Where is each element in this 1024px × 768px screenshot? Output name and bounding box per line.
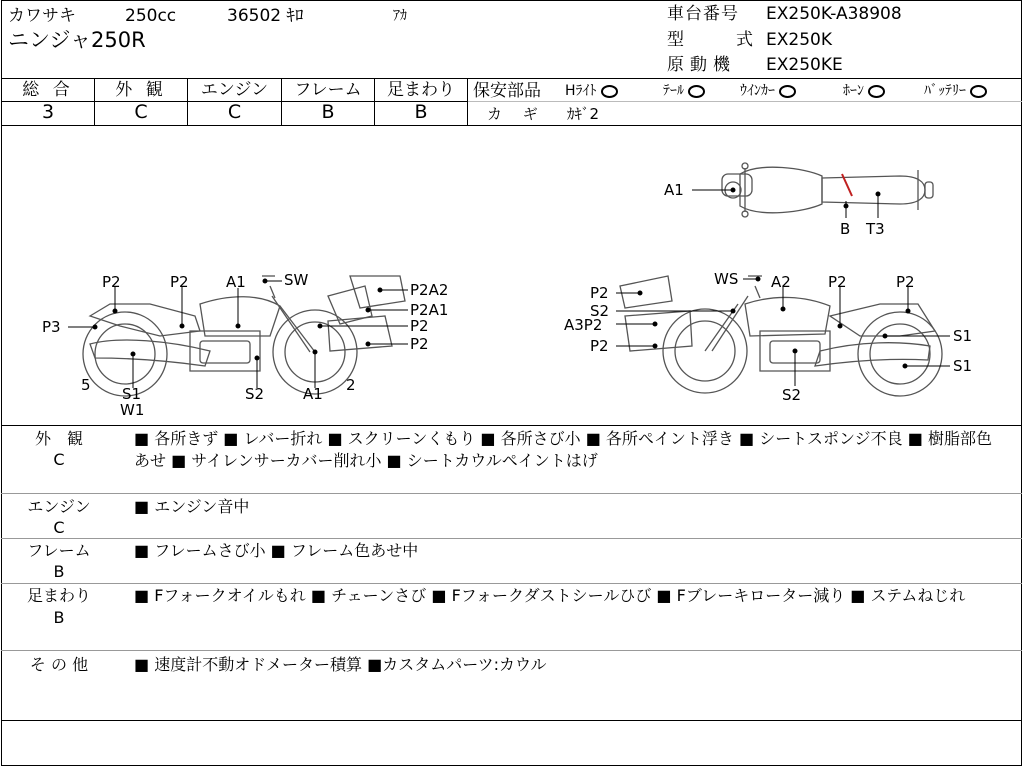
remark-exterior-text: ■ 各所きず ■ レバー折れ ■ スクリーンくもり ■ 各所さび小 ■ 各所ペイント浮き ■ シートスポンジ不良 ■ 樹脂部色あせ ■ サイレンサーカバー削れ小 ■ シートカウルペイントはげ — [134, 429, 992, 470]
top-view-motorcycle — [722, 163, 933, 217]
label-left-p2-b: P2 — [170, 273, 189, 291]
safety-item-tail: ﾃｰﾙ — [663, 81, 711, 101]
label-left-p2-c: P2 — [410, 317, 429, 335]
remark-suspension-label: 足まわり — [26, 586, 91, 605]
label-left-p2a2: P2A2 — [410, 281, 449, 299]
type-value: EX250K — [766, 30, 832, 50]
remark-exterior-label: 外 観 — [34, 429, 83, 448]
key-value: ｶｷﾞ2 — [567, 105, 600, 123]
label-left-s2: S2 — [245, 385, 265, 403]
grade-overall-value: 3 — [41, 101, 55, 123]
label-right-ws: WS — [714, 270, 739, 288]
frame-no-label: 車台番号 — [667, 4, 739, 24]
remark-other-text: ■ 速度計不動オドメーター積算 ■カスタムパーツ:カウル — [134, 655, 547, 674]
remark-frame-text: ■ フレームさび小 ■ フレーム色あせ中 — [134, 541, 419, 560]
label-top-t3: T3 — [866, 220, 885, 238]
remark-suspension-text: ■ Fフォークオイルもれ ■ チェーンさび ■ Fフォークダストシールひび ■ Fブレーキローター減り ■ ステムねじれ — [134, 586, 966, 605]
remark-exterior-grade: C — [53, 450, 65, 469]
label-left-p2a1: P2A1 — [410, 301, 449, 319]
label-right-p2-c: P2 — [590, 284, 609, 302]
label-left-p2-d: P2 — [410, 335, 429, 353]
frame-no: EX250K-A38908 — [766, 4, 902, 24]
label-right-s2: S2 — [590, 302, 610, 320]
grade-suspension-value: B — [414, 101, 428, 123]
label-right-p2-a: P2 — [828, 273, 847, 291]
label-right-p2-b: P2 — [896, 273, 915, 291]
label-left-a1-b: A1 — [303, 385, 323, 403]
color: ｱｶ — [393, 8, 407, 24]
label-top-b: B — [840, 220, 851, 238]
label-right-s1-a: S1 — [953, 327, 973, 345]
label-left-s1: S1 — [122, 385, 142, 403]
safety-item-battery: ﾊﾞｯﾃﾘｰ — [924, 81, 993, 101]
remark-engine-grade: C — [53, 518, 65, 537]
grade-exterior-value: C — [134, 101, 148, 123]
label-right-a3p2: A3P2 — [564, 316, 603, 334]
label-right-s2-b: S2 — [782, 386, 802, 404]
remark-engine-text: ■ エンジン音中 — [134, 497, 250, 516]
grade-engine-value: C — [227, 101, 242, 123]
engine-value: EX250KE — [766, 55, 843, 75]
grade-frame-value: B — [321, 101, 335, 123]
label-left-5: 5 — [81, 376, 91, 394]
displacement: 250cc — [125, 6, 177, 26]
damage-diagram — [0, 126, 1024, 426]
remark-frame-grade: B — [53, 562, 65, 581]
label-left-2: 2 — [346, 376, 356, 394]
label-right-a2: A2 — [771, 273, 791, 291]
label-right-p2-d: P2 — [590, 337, 609, 355]
grade-frame-label: フレーム — [294, 80, 362, 100]
label-left-p3: P3 — [42, 318, 61, 336]
grade-exterior-label: 外 観 — [115, 80, 167, 100]
engine-label: 原動機 — [667, 55, 736, 75]
remark-frame-label: フレーム — [27, 541, 91, 560]
grade-engine-label: エンジン — [200, 80, 269, 100]
key-label: カ ギ — [487, 105, 546, 123]
maker: カワサキ — [8, 6, 76, 26]
grade-overall-label: 総 合 — [22, 80, 74, 100]
safety-item-headlight: Hﾗｲﾄ — [565, 81, 624, 101]
label-left-w1: W1 — [120, 401, 145, 419]
label-top-a1: A1 — [664, 181, 684, 199]
left-view-motorcycle — [83, 276, 405, 396]
label-left-p2-a: P2 — [102, 273, 121, 291]
safety-item-horn: ﾎｰﾝ — [843, 81, 891, 101]
remark-engine-label: エンジン — [27, 497, 91, 516]
safety-label: 保安部品 — [473, 81, 541, 101]
remark-other-label: そ の 他 — [29, 655, 89, 674]
type-label-2: 式 — [736, 30, 753, 50]
mileage: 36502 ｷﾛ — [227, 6, 304, 26]
remark-suspension-grade: B — [53, 608, 65, 627]
safety-item-winker: ｳｲﾝｶｰ — [740, 81, 802, 101]
type-label-1: 型 — [667, 30, 684, 50]
label-right-s1-b: S1 — [953, 357, 973, 375]
label-left-sw: SW — [284, 271, 309, 289]
model-name: ニンジャ250R — [8, 28, 146, 52]
grade-suspension-label: 足まわり — [387, 80, 455, 100]
label-left-a1: A1 — [226, 273, 246, 291]
